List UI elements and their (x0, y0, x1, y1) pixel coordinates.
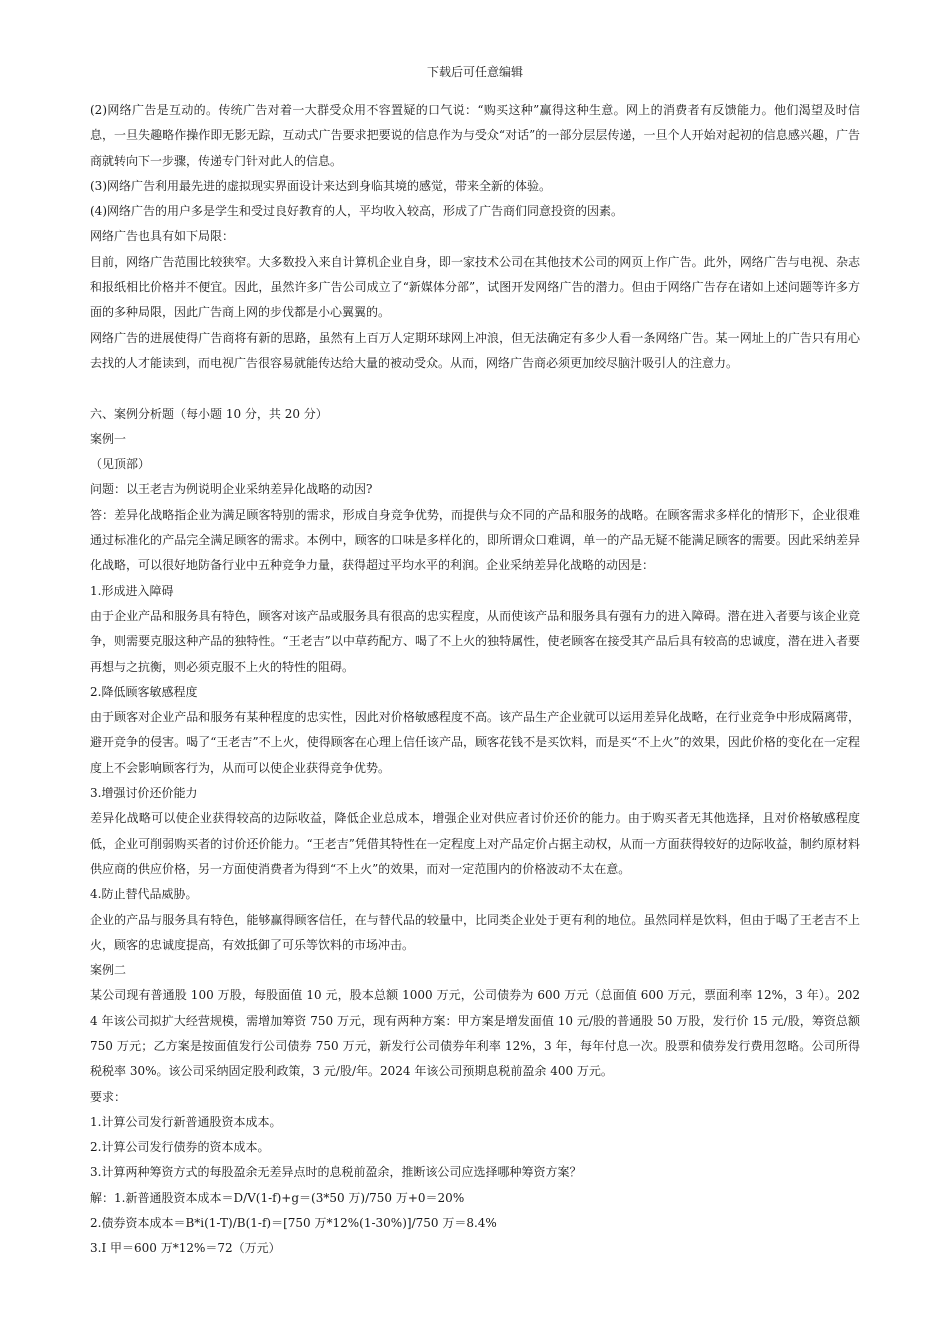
document-body (90, 98, 860, 1262)
blank-line (90, 376, 860, 401)
subheading: 2.降低顾客敏感程度 (90, 684, 198, 699)
solution-line: 解：1.新普通股资本成本＝D/V(1-f)+g＝(3*50 万)/750 万+0＝20% (90, 1190, 465, 1205)
answer: 答：差异化战略指企业为满足顾客特别的需求，形成自身竞争优势，而提供与众不同的产品和服务的战略。在顾客需求多样化的情形下，企业很难通过标准化的产品完全满足顾客的需求。本例中，顾客的口味是多样化的，即所谓众口难调，单一的产品无疑不能满足顾客的需要。因此采纳差异化战略，可以很好地防备行业中五种竞争力量，获得超过平均水平的利润。企业采纳差异化战略的动因是： (90, 507, 860, 573)
paragraph: (3)网络广告利用最先进的虚拟现实界面设计来达到身临其境的感觉，带来全新的体验。 (90, 178, 552, 193)
case-title: 案例一 (90, 431, 127, 446)
paragraph: 企业的产品与服务具有特色，能够赢得顾客信任，在与替代品的较量中，比同类企业处于更有利的地位。虽然同样是饮料，但由于喝了王老吉不上火，顾客的忠诚度提高，有效抵御了可乐等饮料的市场冲击。 (90, 912, 860, 952)
page-header: 下载后可任意编辑 (426, 65, 523, 79)
question: 问题：以王老吉为例说明企业采纳差异化战略的动因? (90, 482, 373, 497)
paragraph: (2)网络广告是互动的。传统广告对着一大群受众用不容置疑的口气说：“购买这种”赢得这种生意。网上的消费者有反馈能力。他们渴望及时信息，一旦失趣略作操作即无影无踪，互动式广告要求把要说的信息作为与受众“对话”的一部分层层传递，一旦个人开始对起初的信息感兴趣，广告商就转向下一步骤，传递专门针对此人的信息。 (90, 103, 860, 168)
requirements-label: 要求： (90, 1089, 127, 1104)
requirement-item: 3.计算两种筹资方式的每股盈余无差异点时的息税前盈余，推断该公司应选择哪种筹资方案？ (90, 1165, 582, 1180)
paragraph: 网络广告的进展使得广告商将有新的思路，虽然有上百万人定期环球网上冲浪，但无法确定有多少人看一条网络广告。某一网址上的广告只有用心去找的人才能读到，而电视广告很容易就能传达给大量的被动受众。从而，网络广告商必须更加绞尽脑汁吸引人的注意力。 (90, 330, 860, 370)
paragraph: 某公司现有普通股 100 万股，每股面值 10 元，股本总额 1000 万元，公司债券为 600 万元（总面值 600 万元，票面利率 12%，3 年）。2024 年该公司拟扩大经营规模，需增加筹资 750 万元，现有两种方案：甲方案是增发面值 10 元/股的普通股 50 万股，发行价 15 元/股，筹资总额 750 万元；乙方案是按面值发行公司债券 750 万元，新发行公司债券年利率 12%，3 年，每年付息一次。股票和债券发行费用忽略。公司所得税税率 30%。该公司采纳固定股利政策，3 元/股/年。2024 年该公司预期息税前盈余 400 万元。 (90, 988, 860, 1079)
paragraph: (4)网络广告的用户多是学生和受过良好教育的人，平均收入较高，形成了广告商们同意投资的因素。 (90, 204, 624, 219)
subheading: 4.防止替代品威胁。 (90, 887, 198, 902)
requirement-item: 1.计算公司发行新普通股资本成本。 (90, 1114, 282, 1129)
subheading: 1.形成进入障碍 (90, 583, 174, 598)
subheading: 3.增强讨价还价能力 (90, 786, 198, 801)
paragraph: 目前，网络广告范围比较狭窄。大多数投入来自计算机企业自身，即一家技术公司在其他技术公司的网页上作广告。此外，网络广告与电视、杂志和报纸相比价格并不便宜。因此，虽然许多广告公司成立了“新媒体分部”，试图开发网络广告的潜力。但由于网络广告存在诸如上述问题等许多方面的多种局限，因此广告商上网的步伐都是小心翼翼的。 (90, 254, 860, 320)
paragraph: （见顶部） (90, 457, 151, 472)
solution-line: 3.I 甲＝600 万*12%＝72（万元） (90, 1241, 281, 1256)
solution-line: 2.债券资本成本＝B*i(1-T)/B(1-f)＝[750 万*12%(1-30%)]/750 万＝8.4% (90, 1216, 497, 1231)
paragraph: 由于企业产品和服务具有特色，顾客对该产品或服务具有很高的忠实程度，从而使该产品和服务具有强有力的进入障碍。潜在进入者要与该企业竞争，则需要克服这种产品的独特性。“王老吉”以中草药配方、喝了不上火的独特属性，使老顾客在接受其产品后具有较高的忠诚度，潜在进入者要再想与之抗衡，则必须克服不上火的特性的阻碍。 (90, 608, 860, 674)
paragraph: 差异化战略可以使企业获得较高的边际收益，降低企业总成本，增强企业对供应者讨价还价的能力。由于购买者无其他选择，且对价格敏感程度低，企业可削弱购买者的讨价还价能力。“王老吉”凭借其特性在一定程度上对产品定价占据主动权，从而一方面获得较好的边际收益，制约原材料供应商的供应价格，另一方面使消费者为得到“不上火”的效果，而对一定范围内的价格波动不太在意。 (90, 811, 860, 876)
paragraph: 网络广告也具有如下局限： (90, 229, 235, 244)
section-heading: 六、案例分析题（每小题 10 分，共 20 分） (90, 406, 328, 421)
requirement-item: 2.计算公司发行债券的资本成本。 (90, 1140, 270, 1155)
case-title: 案例二 (90, 963, 127, 978)
paragraph: 由于顾客对企业产品和服务有某种程度的忠实性，因此对价格敏感程度不高。该产品生产企业就可以运用差异化战略，在行业竞争中形成隔离带，避开竞争的侵害。喝了“王老吉”不上火，使得顾客在心理上信任该产品，顾客花钱不是买饮料，而是买“不上火”的效果，因此价格的变化在一定程度上不会影响顾客行为，从而可以使企业获得竞争优势。 (90, 710, 860, 775)
